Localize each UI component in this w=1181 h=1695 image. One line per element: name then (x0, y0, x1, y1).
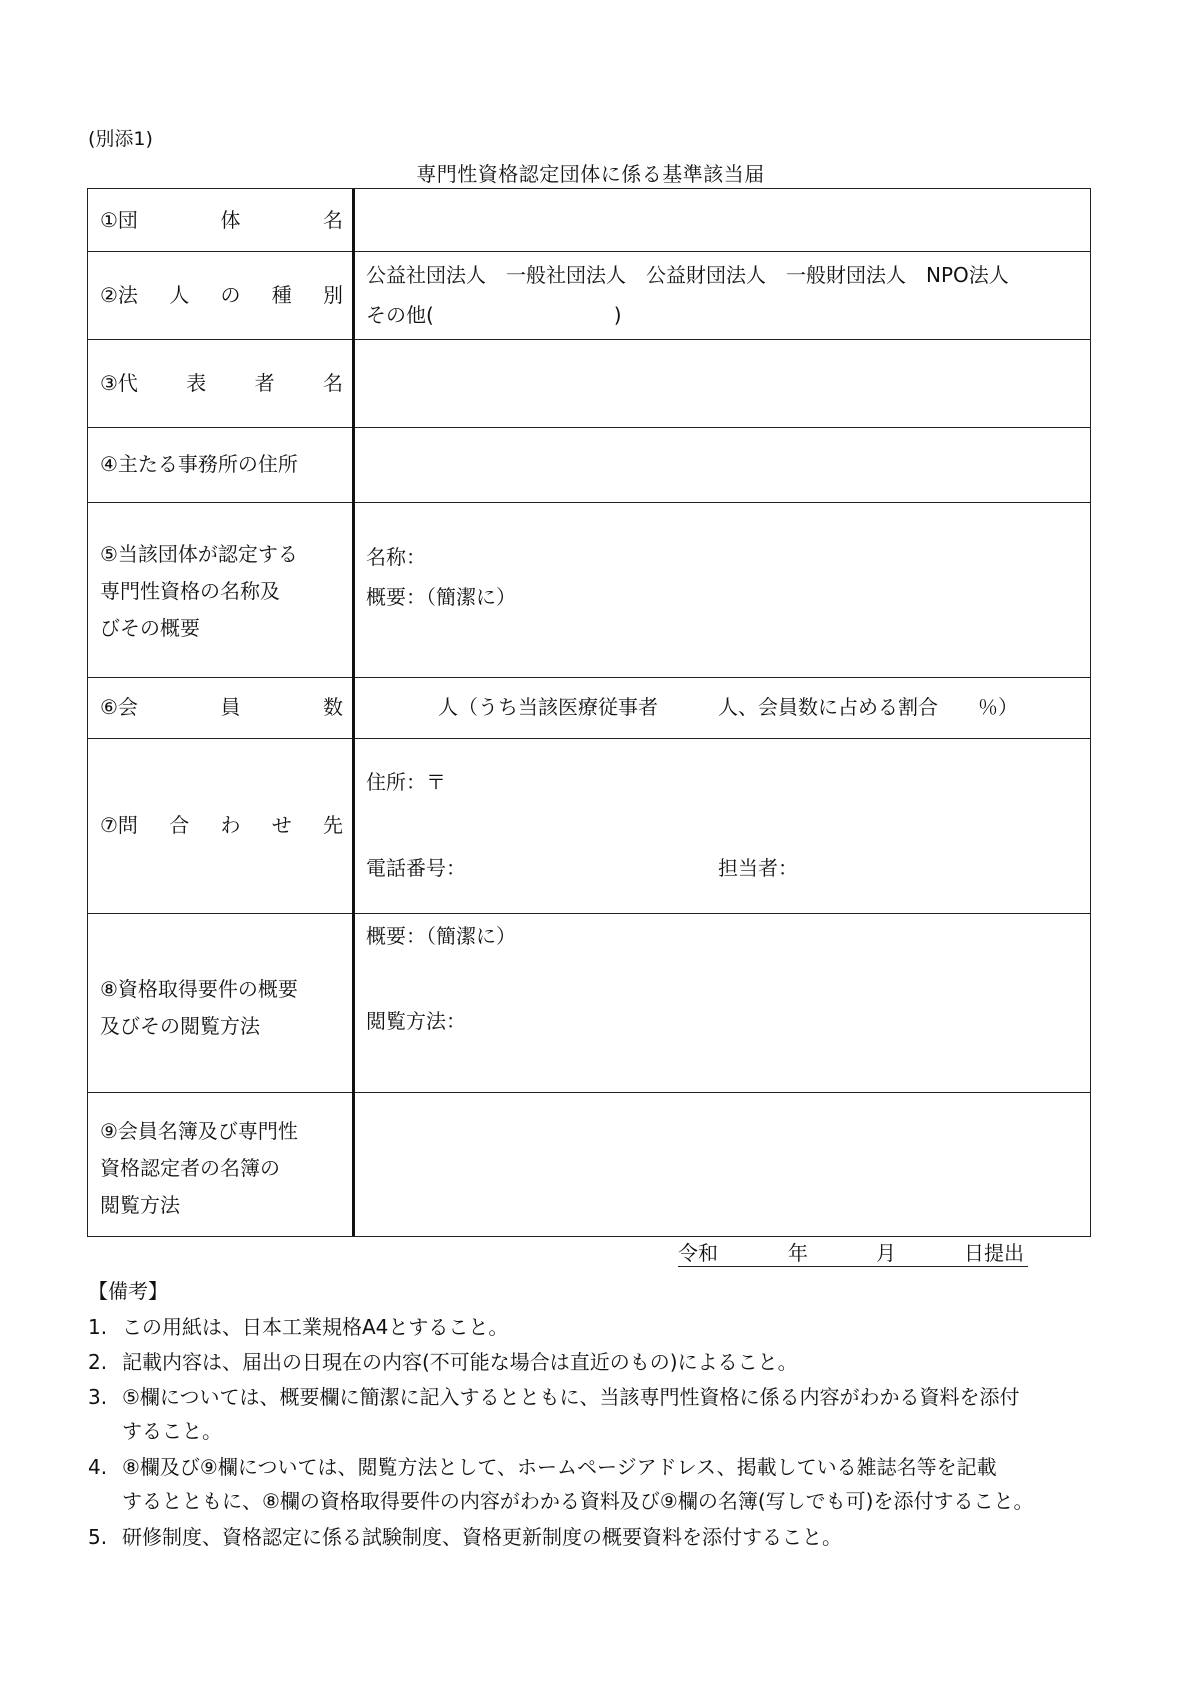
note-number: 5. (88, 1525, 108, 1549)
label-member-count (88, 689, 353, 726)
contact-phone-label[interactable]: 電話番号： (366, 856, 466, 880)
note-continuation: すること。 (122, 1419, 222, 1443)
qualification-name-label: 名称： (366, 545, 426, 569)
form-title: 専門性資格認定団体に係る基準該当届 (416, 162, 765, 186)
label-line: 及びその閲覧方法 (100, 1014, 260, 1038)
label-part: 名 (323, 208, 343, 232)
notification-form-table (87, 188, 1091, 1237)
label-part: の (220, 283, 241, 307)
label-line: ⑤当該団体が認定する (100, 542, 298, 566)
row-divider (88, 427, 1090, 428)
label-part: 合 (169, 813, 190, 837)
label-certified-qualification (88, 536, 353, 647)
label-member-registry (88, 1113, 353, 1224)
note-text: ⑤欄については、概要欄に簡潔に記入するとともに、当該専門性資格に係る内容がわかる資料を添付 (122, 1385, 1020, 1409)
note-number: 2. (88, 1350, 108, 1374)
row-divider (88, 1092, 1090, 1093)
corporation-type-choices: 公益社団法人 一般社団法人 公益財団法人 一般財団法人 NPO法人 (366, 263, 1009, 287)
label-acquisition-requirements (88, 971, 353, 1045)
label-organization-name (88, 202, 353, 239)
date-day: 日提出 (964, 1241, 1024, 1265)
label-part: せ (271, 813, 292, 837)
label-part: ⑥会 (100, 695, 138, 719)
label-line: びその概要 (100, 616, 200, 640)
label-part: 人 (169, 283, 190, 307)
row-divider (88, 738, 1090, 739)
label-part: 名 (322, 371, 343, 395)
label-corporation-type (88, 277, 353, 314)
row-divider (88, 339, 1090, 340)
row-divider (88, 677, 1090, 678)
note-number: 1. (88, 1315, 108, 1339)
label-part: わ (220, 813, 241, 837)
member-registry-field[interactable] (366, 1119, 1078, 1199)
organization-name-field[interactable] (366, 200, 1078, 240)
representative-name-field[interactable] (366, 364, 1078, 404)
row-divider (88, 502, 1090, 503)
label-part: 表 (186, 371, 207, 395)
note-number: 3. (88, 1385, 108, 1409)
label-part: 体 (220, 208, 241, 232)
label-part: 者 (254, 371, 275, 395)
notes-heading: 【備考】 (88, 1279, 168, 1303)
qualification-summary-label: 概要：（簡潔に） (366, 585, 516, 609)
date-era: 令和 (678, 1241, 718, 1265)
label-line: ⑧資格取得要件の概要 (100, 977, 298, 1001)
label-line: 閲覧方法 (100, 1193, 180, 1217)
corporation-type-other: その他( ) (366, 303, 622, 327)
note-text: 研修制度、資格認定に係る試験制度、資格更新制度の概要資料を添付すること。 (122, 1525, 842, 1549)
member-count-field[interactable]: 人（うち当該医療従事者 人、会員数に占める割合 ％） (438, 695, 1018, 719)
date-month: 月 (876, 1241, 896, 1265)
label-line: ⑨会員名簿及び専門性 (100, 1119, 298, 1143)
requirements-summary-label[interactable]: 概要：（簡潔に） (366, 924, 516, 948)
label-part: ③代 (100, 371, 138, 395)
submission-date (678, 1240, 1028, 1267)
contact-address-label[interactable]: 住所：〒 (366, 770, 446, 794)
label-representative-name (88, 365, 353, 402)
note-text: 記載内容は、届出の日現在の内容(不可能な場合は直近のもの)によること。 (122, 1350, 798, 1374)
label-part: 先 (323, 813, 343, 837)
note-text: ⑧欄及び⑨欄については、閲覧方法として、ホームページアドレス、掲載している雑誌名等を記載 (122, 1455, 997, 1479)
corporation-type-options[interactable] (366, 255, 1078, 335)
label-part: ①団 (100, 208, 138, 232)
note-number: 4. (88, 1455, 108, 1479)
note-item (88, 1450, 1088, 1518)
certified-qualification-field[interactable] (366, 537, 1078, 617)
label-office-address: ④主たる事務所の住所 (100, 452, 298, 476)
note-item (88, 1310, 1088, 1344)
note-item (88, 1345, 1088, 1379)
label-line: 資格認定者の名簿の (100, 1156, 280, 1180)
date-year: 年 (788, 1241, 808, 1265)
contact-person-label[interactable]: 担当者： (718, 856, 798, 880)
note-item (88, 1380, 1088, 1448)
label-part: ⑦問 (100, 813, 138, 837)
row-divider (88, 251, 1090, 252)
label-part: 別 (323, 283, 343, 307)
label-part: 員 (220, 695, 241, 719)
row-divider (88, 913, 1090, 914)
note-continuation: するとともに、⑧欄の資格取得要件の内容がわかる資料及び⑨欄の名簿(写しでも可)を添付すること。 (122, 1489, 1034, 1513)
label-part: 種 (271, 283, 292, 307)
label-contact (88, 807, 353, 844)
label-part: 数 (323, 695, 343, 719)
requirements-method-label[interactable]: 閲覧方法： (366, 1009, 466, 1033)
note-text: この用紙は、日本工業規格A4とすること。 (122, 1315, 509, 1339)
label-line: 専門性資格の名称及 (100, 579, 280, 603)
annex-label: (別添1) (88, 128, 153, 150)
office-address-field[interactable] (366, 445, 1078, 485)
label-part: ②法 (100, 283, 138, 307)
note-item (88, 1520, 1088, 1554)
